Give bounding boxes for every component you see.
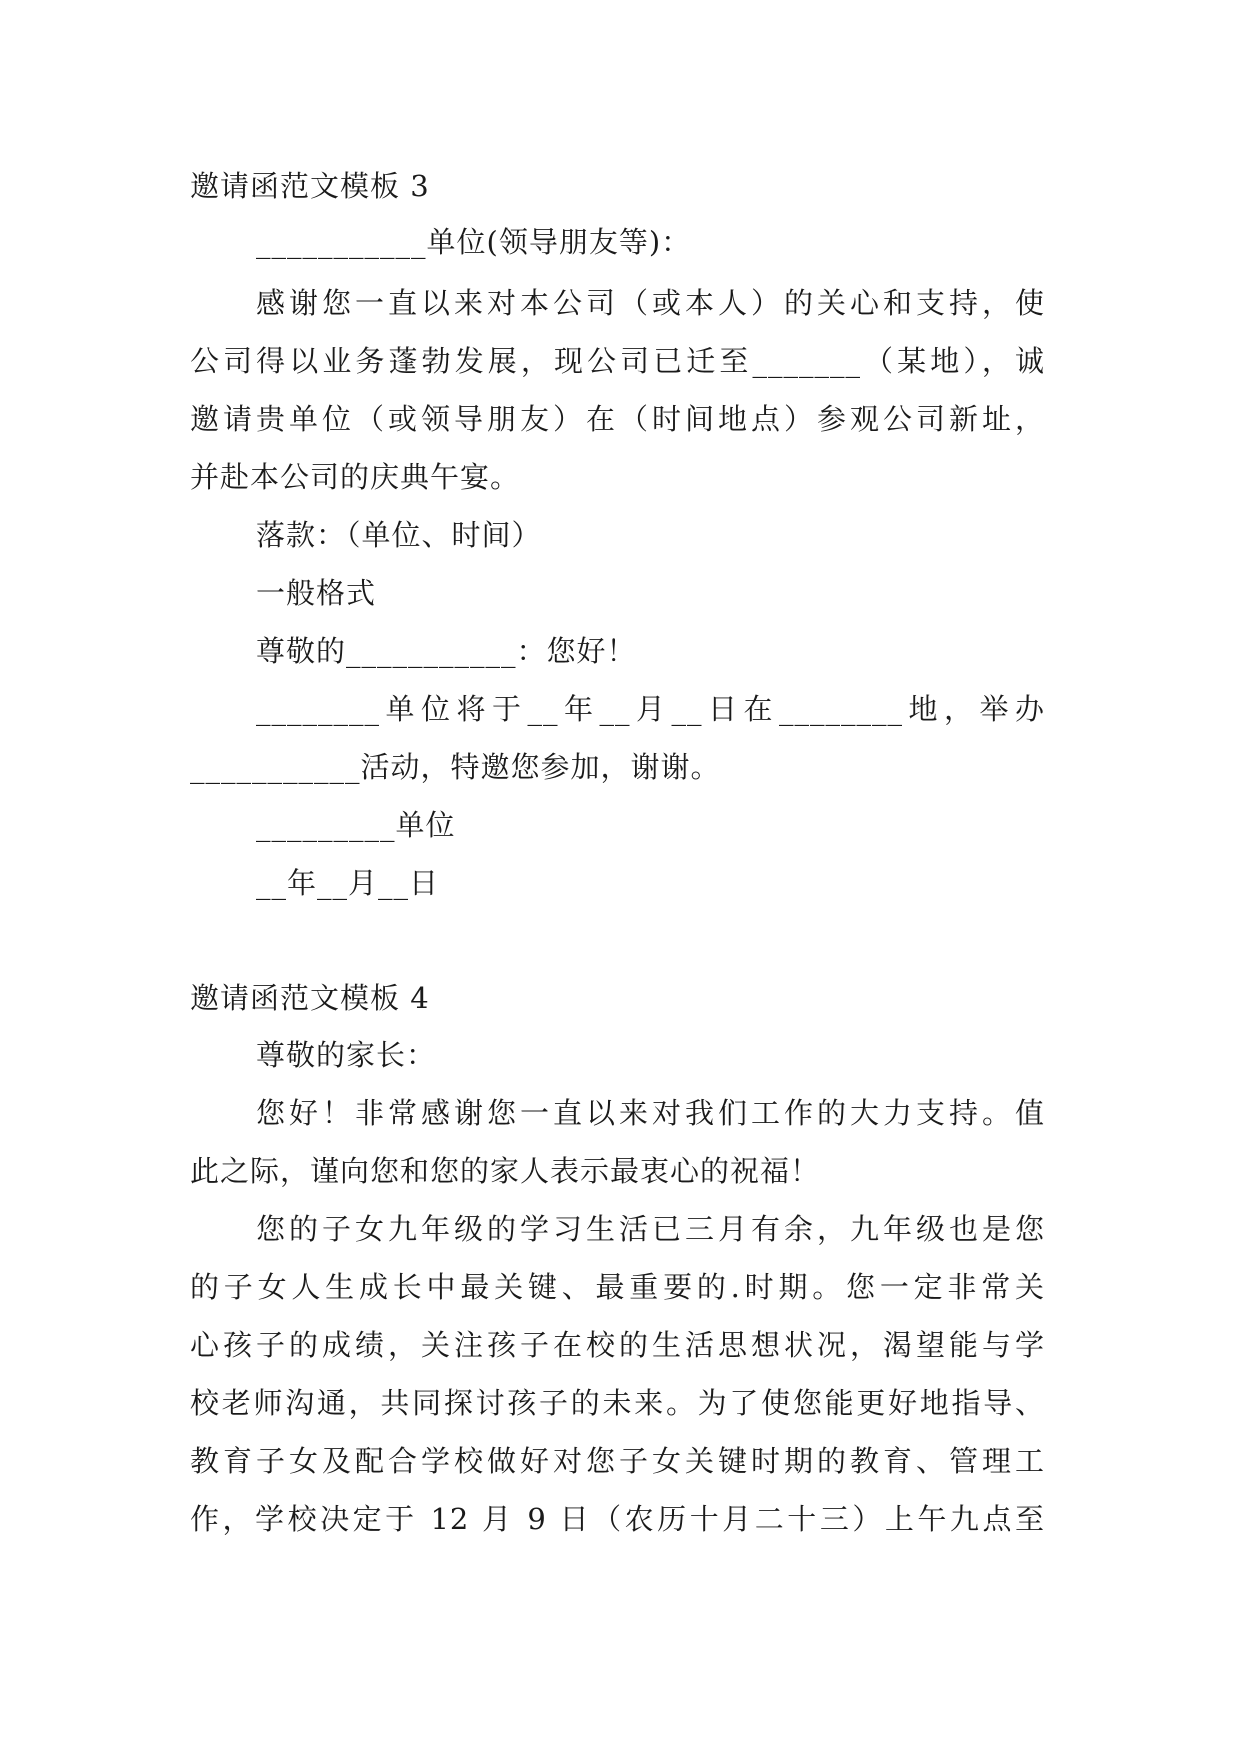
section-3-body-line: 公司得以业务蓬勃发展，现公司已迁至_______（某地），诚 bbox=[190, 344, 1045, 378]
section-4-para2-line: 作，学校决定于 12 月 9 日（农历十月二十三）上午九点至 bbox=[190, 1502, 1045, 1536]
section-3-salutation: ___________单位(领导朋友等)： bbox=[256, 225, 692, 259]
section-3-body-line: 邀请贵单位（或领导朋友）在（时间地点）参观公司新址， bbox=[190, 402, 1045, 436]
section-4-para1-line: 此之际，谨向您和您的家人表示最衷心的祝福！ bbox=[190, 1154, 821, 1188]
section-4-para2-line: 的子女人生成长中最关键、最重要的.时期。您一定非常关 bbox=[190, 1270, 1045, 1304]
section-4-salutation: 尊敬的家长： bbox=[256, 1038, 437, 1072]
section-4-para2-line: 心孩子的成绩，关注孩子在校的生活思想状况，渴望能与学 bbox=[190, 1328, 1045, 1362]
section-3-body-line: 并赴本公司的庆典午宴。 bbox=[190, 460, 521, 494]
format-body-line: ________单位将于__年__月__日在________地，举办 bbox=[256, 692, 1045, 726]
section-3-body-line: 感谢您一直以来对本公司（或本人）的关心和支持，使 bbox=[256, 286, 1045, 320]
section-3-signoff: 落款：（单位、时间） bbox=[256, 518, 542, 552]
format-salutation: 尊敬的___________：您好！ bbox=[256, 634, 637, 668]
format-unit: _________单位 bbox=[256, 808, 456, 842]
format-body-line: ___________活动，特邀您参加，谢谢。 bbox=[190, 750, 721, 784]
section-4-para2-line: 校老师沟通，共同探讨孩子的未来。为了使您能更好地指导、 bbox=[190, 1386, 1045, 1420]
section-3-title: 邀请函范文模板 3 bbox=[190, 169, 430, 203]
section-4-para2-line: 教育子女及配合学校做好对您子女关键时期的教育、管理工 bbox=[190, 1444, 1045, 1478]
section-4-para1-line: 您好！非常感谢您一直以来对我们工作的大力支持。值 bbox=[256, 1096, 1045, 1130]
format-date: __年__月__日 bbox=[256, 866, 440, 900]
section-4-para2-line: 您的子女九年级的学习生活已三月有余，九年级也是您 bbox=[256, 1212, 1045, 1246]
section-4-title: 邀请函范文模板 4 bbox=[190, 981, 430, 1015]
format-heading: 一般格式 bbox=[256, 576, 377, 610]
